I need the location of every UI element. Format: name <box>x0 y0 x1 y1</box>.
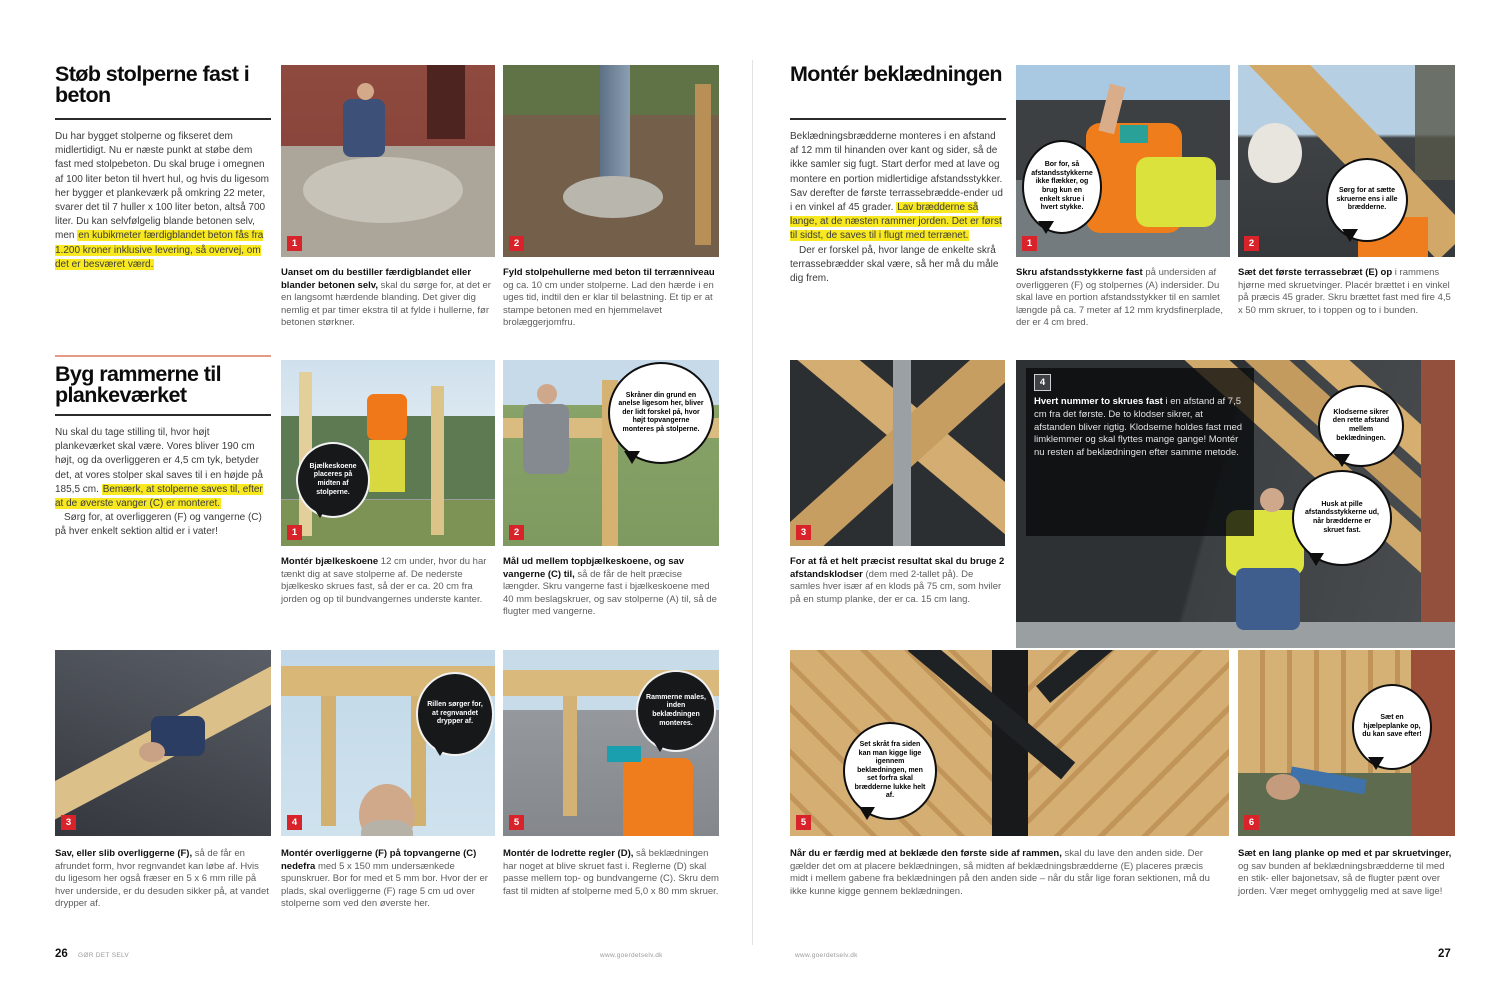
caption-lead: Montér bjælkeskoene <box>281 556 379 567</box>
caption-rest: og ca. 10 cm under stolperne. Lad den hærde i en uges tid, indtil den er klar til belastning. Et tip er at stampe betonen med en hjemmelavet brolæggerjomfru. <box>503 279 714 329</box>
worker-hivis-shape <box>623 758 693 836</box>
section-separator <box>55 355 271 357</box>
title-rule <box>55 414 271 416</box>
wood-post-shape <box>321 696 336 826</box>
title-rule <box>790 118 1006 120</box>
caption-lead: Montér overliggerne (F) på topvangerne (C) nedefra <box>281 848 477 872</box>
hivis-yellow-shape <box>1136 157 1216 227</box>
steel-post-shape <box>893 360 911 546</box>
step-caption <box>503 267 719 330</box>
red-fence-shape <box>1421 360 1455 648</box>
worker-legs-shape <box>369 440 405 492</box>
footer-url-left: www.goerdetselv.dk <box>600 952 663 959</box>
worker-hivis-shape <box>367 394 407 440</box>
step-badge: 2 <box>1244 236 1259 251</box>
caption-lead: Sav, eller slib overliggerne (F), <box>55 848 193 859</box>
step-caption <box>55 848 271 911</box>
speech-bubble: Bjælkeskoene placeres på midten af stolperne. <box>296 442 370 518</box>
caption-rest: skal du sørge for, at det er en langsomt hærdende blanding. Det giver dig nemlig et par timer ekstra til at fylde i hullerne, før betonen størkner. <box>281 279 491 329</box>
caption-lead: Uanset om du bestiller færdigblandet eller blander betonen selv, <box>281 267 472 291</box>
footer-brand-text: GØR DET SELV <box>78 952 130 959</box>
step-caption <box>1016 267 1230 330</box>
caption-lead: For at få et helt præcist resultat skal du bruge 2 afstandsklodser <box>790 556 1005 580</box>
step-caption <box>790 848 1220 898</box>
wood-form-shape <box>695 84 711 245</box>
caption-lead: Når du er færdig med at beklæde den første side af rammen, <box>790 848 1062 859</box>
door-shape <box>427 65 465 139</box>
tree-shape <box>1415 65 1455 180</box>
step-badge: 5 <box>796 815 811 830</box>
speech-bubble: Rammerne males, inden beklædningen monteres. <box>636 670 716 752</box>
page-number-right: 27 <box>1438 948 1451 960</box>
footer-url-right: www.goerdetselv.dk <box>795 952 858 959</box>
caption-rest: så de får de helt præcise længder. Skru vangerne fast i bjælkeskoene med 40 mm beslagskruer, og sav stolperne (A) til, så de flugter med vangerne. <box>503 568 717 618</box>
step-badge: 3 <box>61 815 76 830</box>
body-text: Sørg for, at overliggeren (F) og vangerne (C) på hver enkelt sektion altid er i vater! <box>55 512 262 538</box>
step-caption <box>503 848 719 898</box>
body-text: Nu skal du tage stilling til, hvor højt plankeværket skal være. Vores bliver 190 cm højt, og da overliggeren er 4,5 cm tyk, betyder det, at vores stolper skal saves til i en højde på 185,5 cm. <box>55 427 263 495</box>
caption-rest: skal du lave den anden side. Der gælder det om at placere beklædningen, så midten af beklædningsbrædderne (E) placeres præcis midt i mellem gabene fra beklædningen på den anden side – når du står lige foran sektionen, må du ikke kunne kigge gennem beklædningen. <box>790 848 1210 897</box>
photo-spacer-blocks <box>790 360 1005 546</box>
speech-bubble: Skråner din grund en anelse ligesom her, bliver der lidt forskel på, hvor højt topvangerne monteres på stolperne. <box>608 362 714 464</box>
beard-shape <box>361 820 413 836</box>
photo-planing-topper <box>55 650 271 836</box>
hand-shape <box>139 742 165 762</box>
caption-rest: på undersiden af overliggeren (F) og stolpernes (A) indersider. Du skal lave en portion afstandsstykker til en samlet længde på ca. 7 meter af 12 mm krydsfinerplade, der er 4 cm bred. <box>1016 267 1223 329</box>
section-body-stob-stolperne <box>55 130 271 272</box>
section-title-byg-rammerne: Byg rammerne til plankeværket <box>55 362 222 407</box>
section-body-monter-bekladningen <box>790 130 1006 286</box>
photo-post-in-concrete <box>503 65 719 257</box>
speech-bubble: Husk at pille afstandsstykkerne ud, når brædderne er skruet fast. <box>1292 470 1392 566</box>
caption-lead: Hvert nummer to skrues fast <box>1034 396 1163 407</box>
caption-rest: 12 cm under, hvor du har tænkt dig at save stolperne af. De nederste bjælkesko skrues fast, så der er ca. 20 cm fra jorden og op til bundvangernes underste kanter. <box>281 556 487 605</box>
worker-figure-shape <box>523 404 569 474</box>
step-badge: 1 <box>287 525 302 540</box>
step-caption <box>281 267 495 330</box>
step-badge: 6 <box>1244 815 1259 830</box>
caption-rest: så de får en afrundet form, hvor regnvandet kan løbe af. Hvis du ligesom her også fræser en 5 x 6 mm rille på hver underside, er du desuden sikker på, at vandet drypper af. <box>55 848 269 910</box>
step-badge: 4 <box>287 815 302 830</box>
hand-shape <box>1266 774 1300 800</box>
worker-head-shape <box>357 83 374 100</box>
speech-bubble: Bor for, så afstandsstykkerne ikke flækker, og brug kun en enkelt skrue i hvert stykke. <box>1022 140 1102 234</box>
page-number-left: 26 <box>55 948 68 960</box>
worker-jeans-shape <box>1236 568 1300 630</box>
drill-shape <box>1120 125 1148 143</box>
caption-rest: og sav bunden af beklædningsbrædderne til med en stik- eller bajonetsav, så de flugter pænt over jorden. Vær meget omhyggelig med at save lige! <box>1238 860 1445 897</box>
step-caption <box>1238 267 1455 317</box>
caption-rest: i en afstand af 7,5 cm fra det første. De to klodser sikrer, at afstanden bliver rigtig. Klodserne holdes fast med limklemmer og skal flyttes mange gange! Montér nu resten af beklædningen efter samme metode. <box>1034 396 1243 459</box>
step-caption <box>281 556 495 606</box>
ground-shape <box>1016 622 1455 648</box>
page-gutter-divider <box>752 60 753 945</box>
section-title-stob-stolperne: Støb stolperne fast i beton <box>55 62 250 107</box>
speech-bubble: Klodserne sikrer den rette afstand mellem beklædningen. <box>1318 385 1404 467</box>
highlighted-text: en kubikmeter færdigblandet beton fås fra 1.200 kroner inklusive levering, så overvej, om det er besværet værd. <box>55 230 264 270</box>
step-caption <box>790 556 1005 606</box>
caption-rest: med 5 x 150 mm undersænkede spunskruer. Bor for med et 5 mm bor. Hvor der er plads, skal overliggerne (F) rage 5 cm ud over stolperne som ved den øverste her. <box>281 860 488 910</box>
caption-rest: så beklædningen har noget at blive skruet fast i. Reglerne (D) skal passe mellem top- og bundvangerne (C). Skru dem fast til midten af stolperne med 5,0 x 80 mm skruer. <box>503 848 719 897</box>
body-text: Der er forskel på, hvor lange de enkelte skrå terrassebrædder skal være, så her må du måle dig frem. <box>790 244 999 285</box>
caption-lead: Fyld stolpehullerne med beton til terrænniveau <box>503 267 715 278</box>
caption-lead: Mål ud mellem topbjælkeskoene, og sav vangerne (C) til, <box>503 556 685 580</box>
highlighted-text: Bemærk, at stolperne saves til, efter at de øverste vanger (C) er monteret. <box>55 483 263 510</box>
body-text: Beklædningsbrædderne monteres i en afstand af 12 mm til hinanden over kant og sider, så de ikke samler sig fugt. Start derfor med at lave og montere en portion midlertidige afstandsstykker. Sav derefter de første terrassebrædde-ender ud i en vinkel af 45 grader. <box>790 131 1003 214</box>
caption-lead: Skru afstandsstykkerne fast <box>1016 267 1143 278</box>
worker-figure-shape <box>343 99 385 157</box>
wood-post-shape <box>431 386 444 535</box>
photo-mixing-concrete <box>281 65 495 257</box>
worker-head-shape <box>537 384 557 404</box>
section-title-monter-bekladningen: Montér beklædningen <box>790 62 1002 86</box>
concrete-pile-shape <box>303 157 463 223</box>
step-caption <box>281 848 495 911</box>
drill-shape <box>607 746 641 762</box>
caption-lead: Sæt en lang planke op med et par skruetvinger, <box>1238 848 1452 859</box>
wood-batten-shape <box>563 696 577 816</box>
step-badge: 2 <box>509 525 524 540</box>
step-badge: 5 <box>509 815 524 830</box>
speech-bubble: Sørg for at sætte skruerne ens i alle brædderne. <box>1326 158 1408 242</box>
step-caption <box>503 556 719 619</box>
worker-head-shape <box>1260 488 1284 512</box>
speech-bubble: Rillen sørger for, at regnvandet drypper af. <box>416 672 494 756</box>
title-rule <box>55 118 271 120</box>
body-text: Du har bygget stolperne og fikseret dem midlertidigt. Nu er næste punkt at støbe dem fast med stolpebeton. Du skal bruge i omegnen af 100 liter beton til hvert hul, og hvis du ligesom her bygger et plankeværk på omkring 22 meter, svarer det til 7 huller x 100 liter beton, altså 700 liter. Du kan selvfølgelig blande betonen selv, men <box>55 131 270 242</box>
speech-bubble: Set skråt fra siden kan man kigge lige igennem beklædningen, men set forfra skal brædderne lukke helt af. <box>843 722 937 820</box>
step-badge: 4 <box>1034 374 1051 391</box>
caption-rest: i rammens hjørne med skruetvinger. Placér brættet i en vinkel på præcis 45 grader. Skru brættet fast med fire 4,5 x 50 mm skruer, to i toppen og to i bunden. <box>1238 267 1451 316</box>
step-caption <box>1238 848 1455 898</box>
caption-rest: (dem med 2-tallet på). De samles hver især af en klods på 75 cm, som hviler på en stump planke, der er ca. 15 cm lang. <box>790 568 1002 605</box>
step-badge: 1 <box>287 236 302 251</box>
caption-lead: Sæt det første terrassebræt (E) op <box>1238 267 1393 278</box>
step-badge: 2 <box>509 236 524 251</box>
step-caption-overlay <box>1034 396 1246 460</box>
highlighted-text: Lav brædderne så lange, at de næsten rammer jorden. Det er først til sidst, de saves til i flugt med terrænet. <box>790 202 1002 242</box>
step-badge: 3 <box>796 525 811 540</box>
caption-lead: Montér de lodrette regler (D), <box>503 848 634 859</box>
section-body-byg-rammerne <box>55 426 271 540</box>
step-badge: 1 <box>1022 236 1037 251</box>
speech-bubble: Sæt en hjælpeplanke op, du kan save efter! <box>1352 684 1432 770</box>
white-hair-shape <box>1248 123 1302 183</box>
